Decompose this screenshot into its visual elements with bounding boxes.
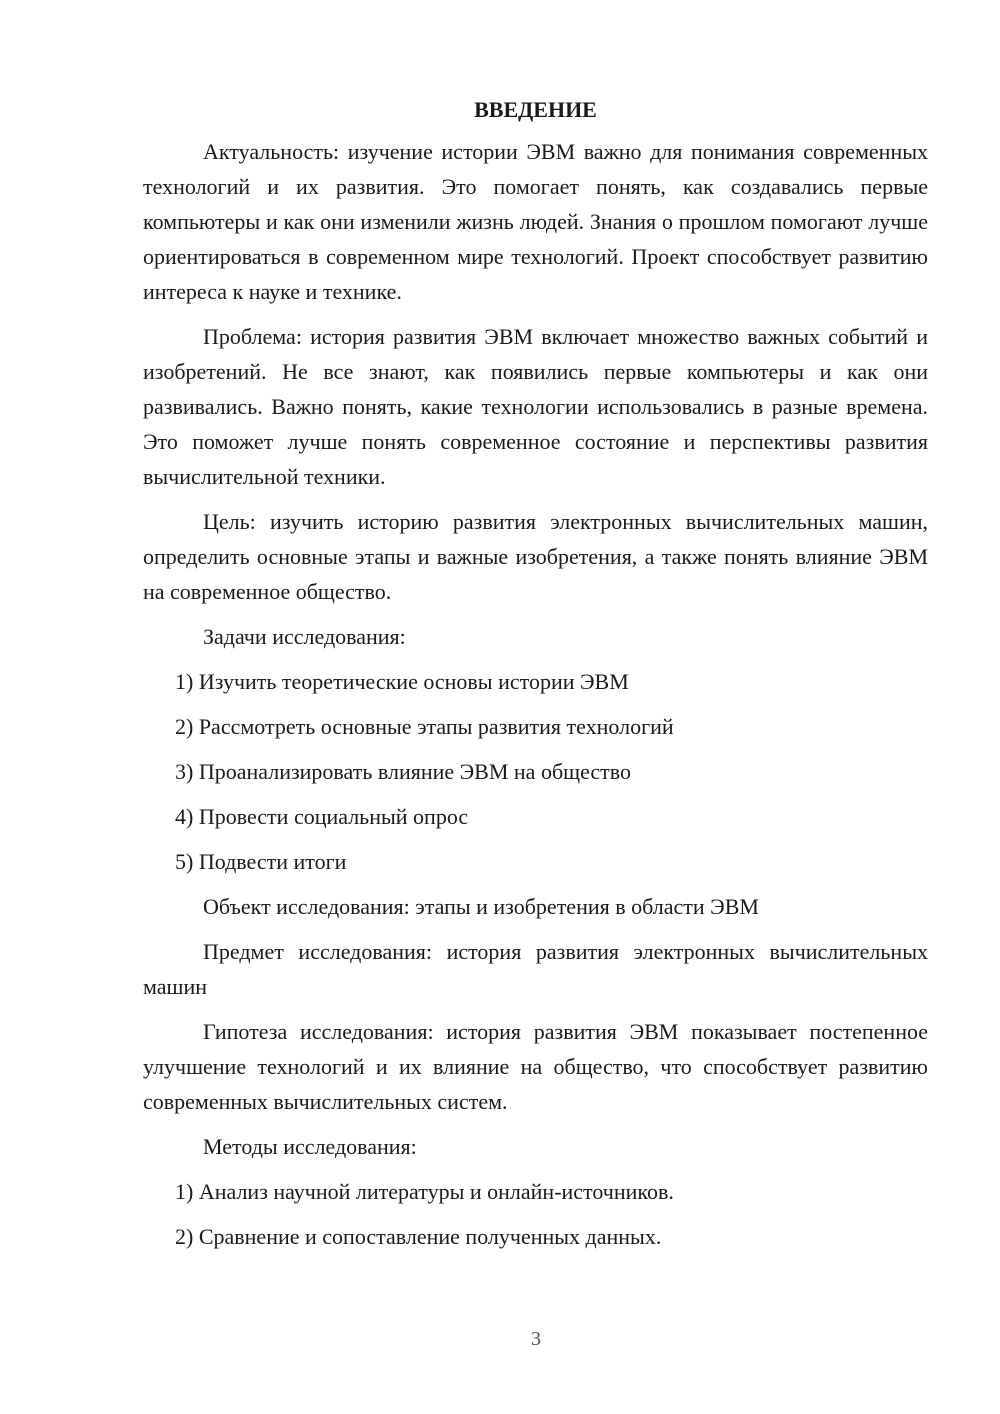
document-page bbox=[143, 92, 928, 1264]
tasks-list bbox=[143, 664, 928, 879]
list-item: 2) Сравнение и сопоставление полученных данных. bbox=[175, 1224, 662, 1249]
methods-list bbox=[143, 1174, 928, 1254]
paragraph-relevance: Актуальность: изучение истории ЭВМ важно для понимания современных технологий и их развития. Это помогает понять, как создавались первые компьютеры и как они изменили жизнь людей. Знания о прошлом помогают лучше ориентироваться в современном мире технологий. Проект способствует развитию интереса к науке и технике. bbox=[143, 139, 928, 304]
page-number: 3 bbox=[531, 1328, 541, 1350]
list-item: 1) Изучить теоретические основы истории ЭВМ bbox=[175, 669, 629, 694]
paragraph-hypothesis: Гипотеза исследования: история развития ЭВМ показывает постепенное улучшение технологий и их влияние на общество, что способствует развитию современных вычислительных систем. bbox=[143, 1019, 928, 1114]
list-item: 2) Рассмотреть основные этапы развития технологий bbox=[175, 714, 674, 739]
tasks-heading: Задачи исследования: bbox=[203, 624, 406, 649]
section-title: ВВЕДЕНИЕ bbox=[474, 97, 597, 122]
list-item: 1) Анализ научной литературы и онлайн-источников. bbox=[175, 1179, 674, 1204]
list-item: 5) Подвести итоги bbox=[175, 849, 347, 874]
list-item: 4) Провести социальный опрос bbox=[175, 804, 469, 829]
paragraph-object: Объект исследования: этапы и изобретения в области ЭВМ bbox=[203, 894, 759, 919]
paragraph-problem: Проблема: история развития ЭВМ включает множество важных событий и изобретений. Не все знают, как появились первые компьютеры и как они развивались. Важно понять, какие технологии использовались в разные времена. Это поможет лучше понять современное состояние и перспективы развития вычислительной техники. bbox=[143, 324, 928, 489]
methods-heading: Методы исследования: bbox=[203, 1134, 417, 1159]
list-item: 3) Проанализировать влияние ЭВМ на общество bbox=[175, 759, 632, 784]
paragraph-subject: Предмет исследования: история развития электронных вычислительных машин bbox=[143, 939, 928, 999]
paragraph-goal: Цель: изучить историю развития электронных вычислительных машин, определить основные этапы и важные изобретения, а также понять влияние ЭВМ на современное общество. bbox=[143, 509, 928, 604]
